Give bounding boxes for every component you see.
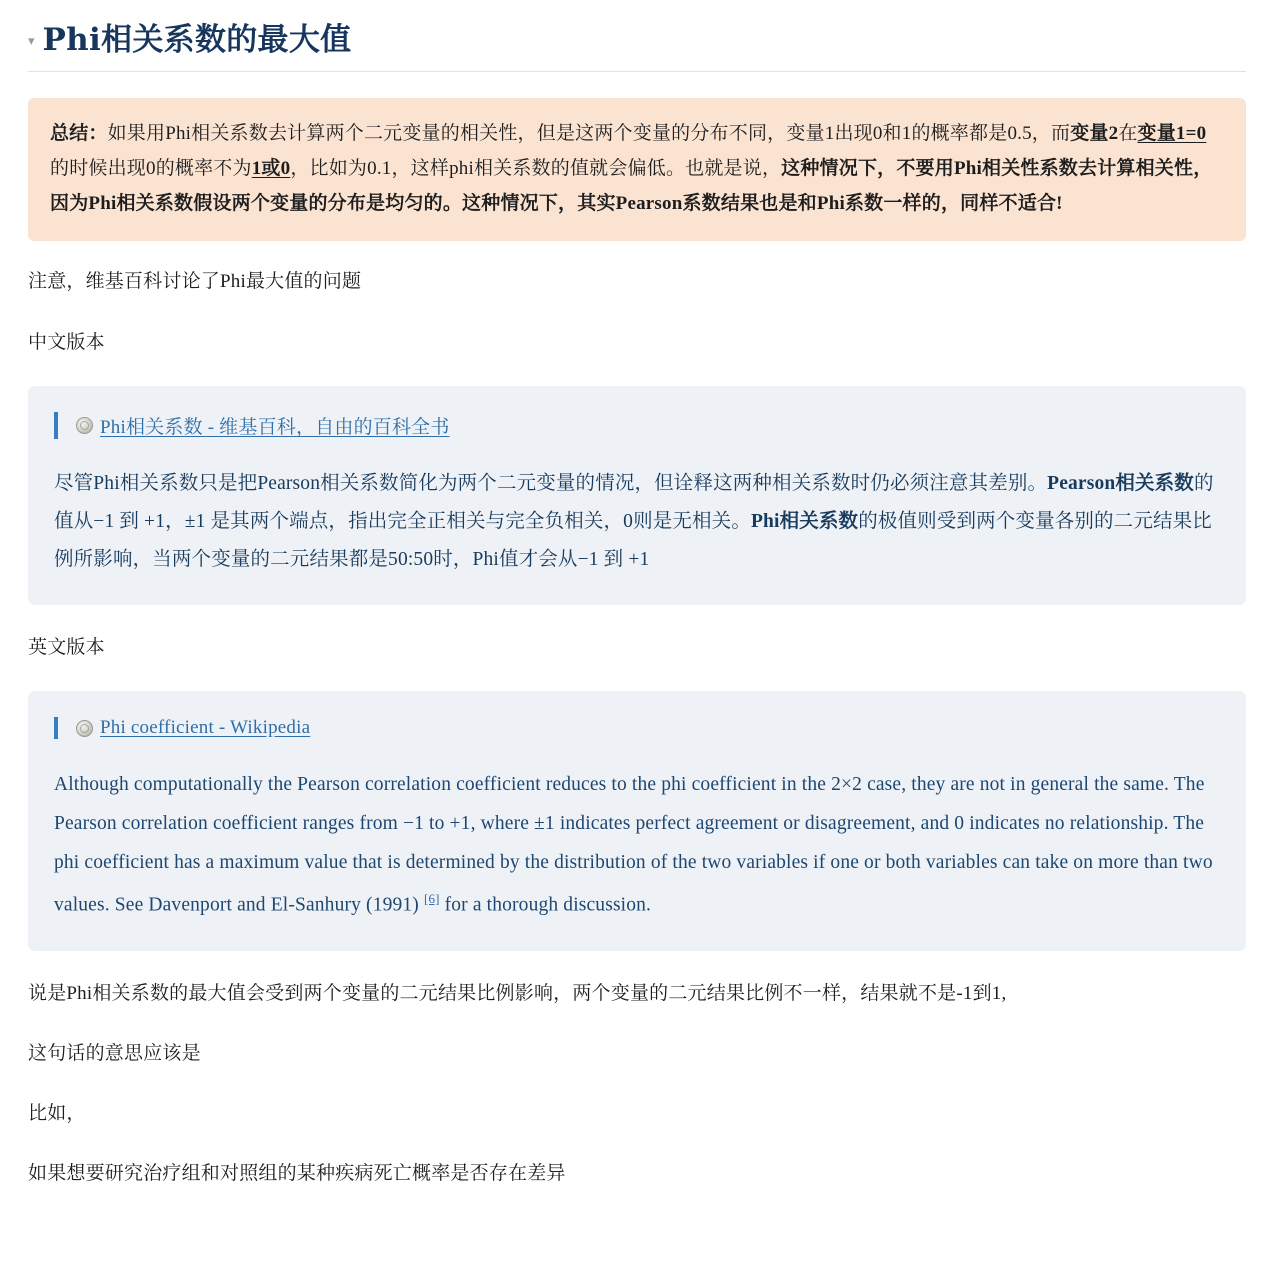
quote-source-row-chinese[interactable] — [54, 412, 1220, 439]
summary-prefix: 总结： — [50, 123, 108, 144]
summary-segment-2: 在 — [1118, 123, 1138, 144]
chinese-version-label: 中文版本 — [28, 331, 105, 353]
quote-block-english — [28, 691, 1246, 951]
wikipedia-link-english[interactable]: Phi coefficient - Wikipedia — [100, 717, 311, 739]
quote-source-row-english[interactable] — [54, 717, 1220, 739]
explanation-paragraph-1: 说是Phi相关系数的最大值会受到两个变量的二元结果比例影响，两个变量的二元结果比例不一样，结果就不是-1到1, — [28, 982, 1007, 1004]
quote-zh-text-3: 的极值则受到两个变量各别的二元结果比例所影响，当两个变量的二元结果都是50:50时，Phi值才会从−1 到 +1 — [54, 510, 1212, 570]
quote-zh-text-1: 尽管Phi相关系数只是把Pearson相关系数简化为两个二元变量的情况，但诠释这两种相关系数时仍必须注意其差别。 — [54, 472, 1048, 494]
wikipedia-favicon-icon — [76, 417, 93, 434]
note-paragraph: 注意，维基百科讨论了Phi最大值的问题 — [28, 271, 362, 293]
quote-zh-bold-2: Phi相关系数 — [750, 510, 859, 532]
quote-text-chinese — [54, 465, 1220, 579]
summary-segment-1: 如果用Phi相关系数去计算两个二元变量的相关性，但是这两个变量的分布不同，变量1出现0和1的概率都是0.5，而 — [107, 123, 1071, 144]
wikipedia-link-chinese[interactable]: Phi相关系数 - 维基百科，自由的百科全书 — [100, 416, 450, 438]
explanation-paragraph-3: 比如， — [28, 1102, 86, 1124]
triangle-down-icon[interactable]: ▾ — [28, 33, 35, 48]
page-title: Phi相关系数的最大值 — [42, 22, 352, 58]
wikipedia-favicon-icon — [76, 720, 93, 737]
quote-en-text-1: Although computationally the Pearson correlation coefficient reduces to the phi coefficient in the 2×2 case, they are not in general the same. The Pearson correlation coefficient ranges from −1 to +1, where ±1 indicates perfect agreement or disagreement, and 0 indicates no relationship. The phi coefficient has a maximum value that is determined by the distribution of the two variables if one or both variables can take on more than two values. See Davenport and El-Sanhury (1991) — [54, 774, 1213, 916]
summary-segment-3: 的时候出现0的概率不为 — [50, 158, 252, 180]
summary-bold-1: 变量2 — [1070, 123, 1119, 144]
explanation-paragraph-2: 这句话的意思应该是 — [28, 1042, 201, 1064]
summary-underline-2: 1或0 — [251, 158, 291, 180]
reference-link[interactable]: [6] — [423, 891, 440, 907]
summary-segment-4: ，比如为0.1，这样phi相关系数的值就会偏低。也就是说， — [290, 158, 782, 180]
page-heading — [28, 14, 1246, 72]
summary-callout — [28, 98, 1246, 241]
quote-zh-text-2: 的值从−1 到 +1，±1 是其两个端点，指出完全正相关与完全负相关，0则是无相关。 — [54, 472, 1214, 532]
quote-block-chinese — [28, 386, 1246, 605]
quote-zh-bold-1: Pearson相关系数 — [1047, 472, 1194, 494]
reference-marker[interactable] — [424, 889, 440, 907]
english-version-label: 英文版本 — [28, 636, 105, 658]
quote-text-english — [54, 765, 1220, 925]
summary-underline-1: 变量1=0 — [1137, 123, 1207, 144]
summary-bold-2: 这种情况下，不要用Phi相关性系数去计算相关性，因为Phi相关系数假设两个变量的分布是均匀的。这种情况下，其实Pearson系数结果也是和Phi系数一样的，同样不适合! — [50, 158, 1213, 215]
explanation-paragraph-4: 如果想要研究治疗组和对照组的某种疾病死亡概率是否存在差异 — [28, 1163, 566, 1185]
quote-en-text-2: for a thorough discussion. — [444, 894, 652, 916]
